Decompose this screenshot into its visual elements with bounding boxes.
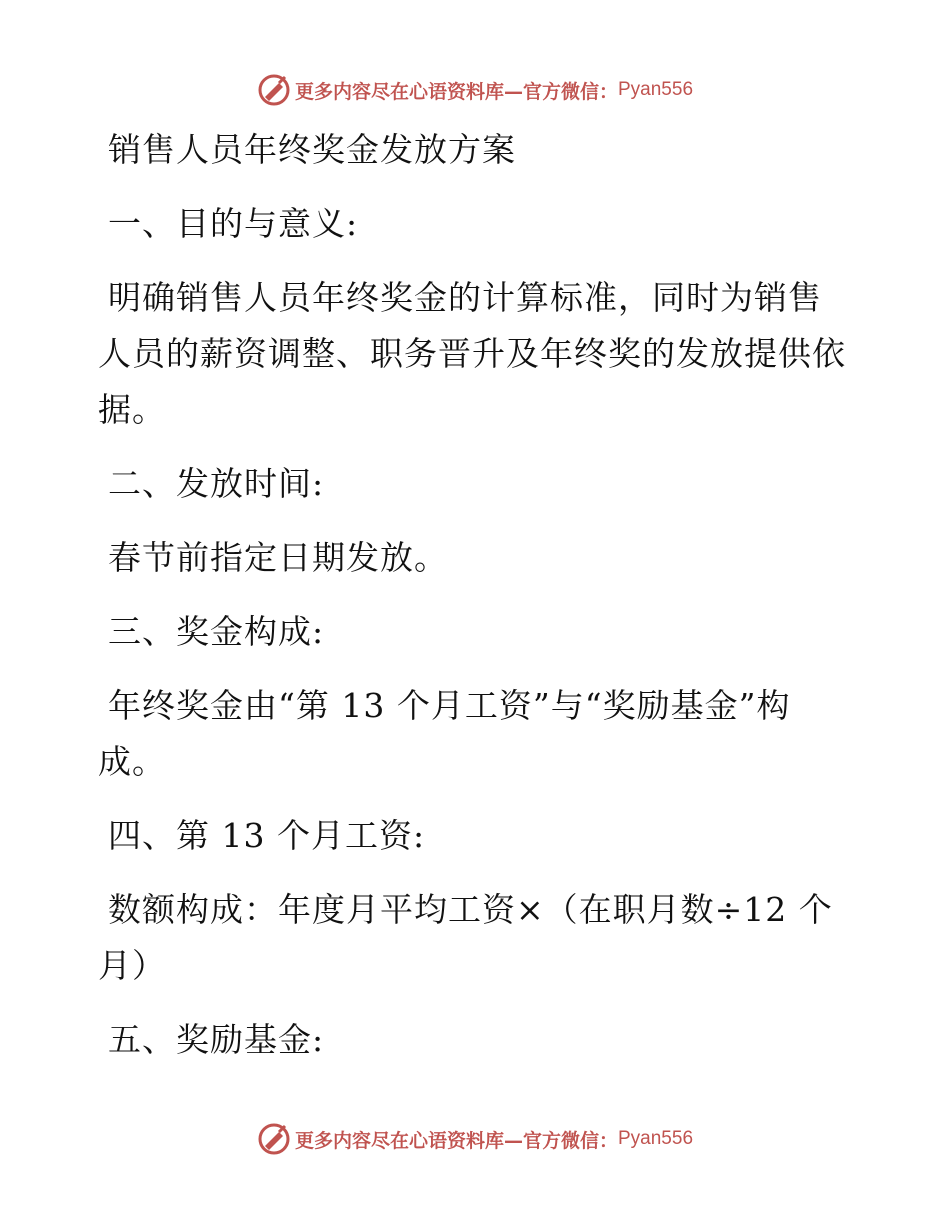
banner-contact: Pyan556 [618,1128,694,1149]
paragraph-line: 年终奖金由“第 13 个月工资”与“奖励基金”构 [108,686,791,725]
document-title: 销售人员年终奖金发放方案 [108,130,516,169]
paragraph-line: 成。 [98,742,166,781]
header-banner [0,70,950,110]
pen-logo-icon [257,1122,291,1156]
section-heading-5: 五、奖励基金: [108,1020,325,1059]
banner-text: 更多内容尽在心语资料库—官方微信： [294,80,618,103]
section-heading-1: 一、目的与意义: [108,204,359,243]
document-body [98,122,858,1068]
banner-text: 更多内容尽在心语资料库—官方微信： [294,1129,618,1152]
banner-contact: Pyan556 [618,79,694,100]
paragraph-line: 数额构成：年度月平均工资×（在职月数÷12 个 [108,890,833,929]
paragraph-line: 春节前指定日期发放。 [108,538,448,577]
paragraph-line: 月） [98,946,166,985]
paragraph-line: 据。 [98,390,166,429]
paragraph-line: 人员的薪资调整、职务晋升及年终奖的发放提供依 [98,334,846,373]
pen-logo-icon [257,73,291,107]
paragraph-line: 明确销售人员年终奖金的计算标准，同时为销售 [108,278,822,317]
section-heading-2: 二、发放时间: [108,464,325,503]
section-heading-3: 三、奖金构成: [108,612,325,651]
footer-banner [0,1119,950,1159]
section-heading-4: 四、第 13 个月工资: [108,816,426,855]
